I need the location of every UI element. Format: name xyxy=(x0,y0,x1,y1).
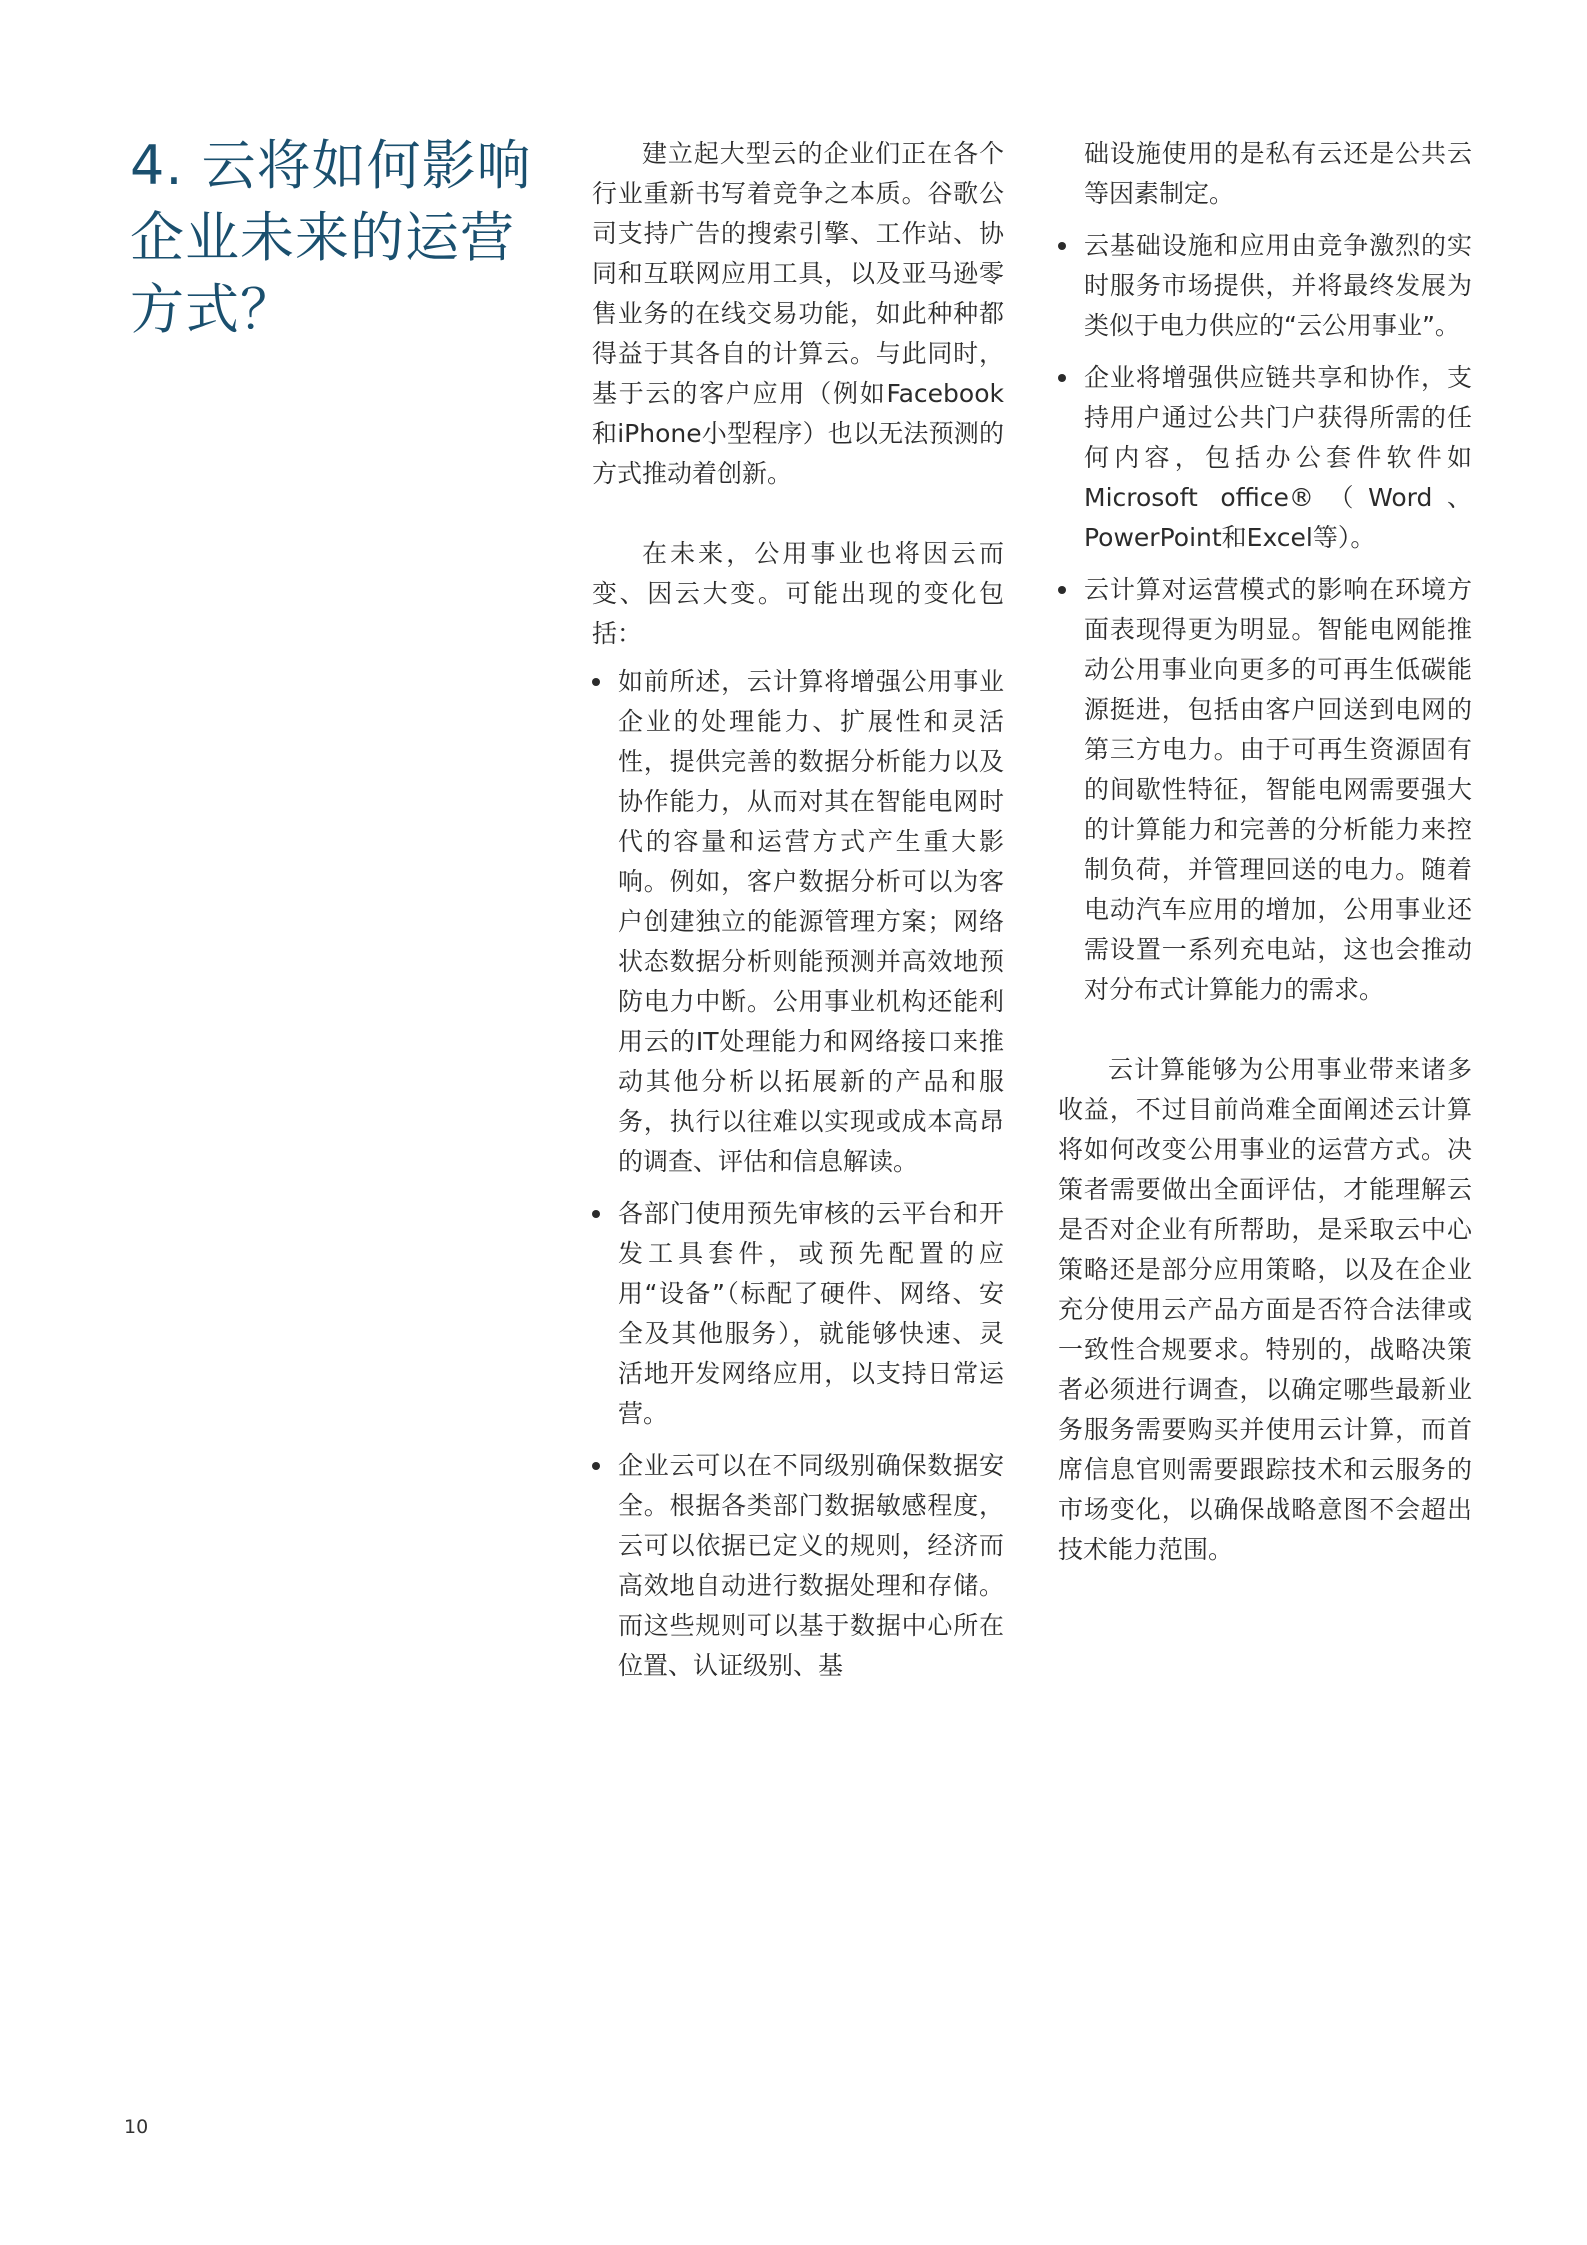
list-item xyxy=(592,662,1004,1182)
bullet-dot-icon xyxy=(1058,374,1066,382)
heading-line-1: 4. 云将如何影响 xyxy=(130,134,532,197)
list-item xyxy=(1058,226,1472,346)
bullet-dot-icon xyxy=(1058,586,1066,594)
list-item-text: 各部门使用预先审核的云平台和开发工具套件，或预先配置的应用“设备”（标配了硬件、网络、安全及其他服务），就能够快速、灵活地开发网络应用，以支持日常运营。 xyxy=(618,1199,1004,1428)
list-item xyxy=(592,1446,1004,1686)
intro-paragraph: 建立起大型云的企业们正在各个行业重新书写着竞争之本质。谷歌公司支持广告的搜索引擎、工作站、协同和互联网应用工具，以及亚马逊零售业务的在线交易功能，如此种种都得益于其各自的计算云。与此同时，基于云的客户应用（例如Facebook和iPhone小型程序）也以无法预测的方式推动着创新。 xyxy=(592,139,1004,488)
changes-list xyxy=(592,662,1004,1686)
page-number: 10 xyxy=(124,2116,149,2138)
list-item-text: 企业将增强供应链共享和协作，支持用户通过公共门户获得所需的任何内容，包括办公套件软件如Microsoft office®（Word、PowerPoint和Excel等）。 xyxy=(1084,363,1472,552)
bullet-dot-icon xyxy=(592,1462,600,1470)
list-item xyxy=(592,1194,1004,1434)
conclusion-paragraph: 云计算能够为公用事业带来诸多收益，不过目前尚难全面阐述云计算将如何改变公用事业的运营方式。决策者需要做出全面评估，才能理解云是否对企业有所帮助，是采取云中心策略还是部分应用策略，以及在企业充分使用云产品方面是否符合法律或一致性合规要求。特别的，战略决策者必须进行调查，以确定哪些最新业务服务需要购买并使用云计算，而首席信息官则需要跟踪技术和云服务的市场变化，以确保战略意图不会超出技术能力范围。 xyxy=(1058,1055,1472,1564)
heading-line-2: 企业未来的运营 xyxy=(130,206,515,269)
middle-column xyxy=(592,134,1004,1726)
bullet-dot-icon xyxy=(592,1210,600,1218)
bullet-dot-icon xyxy=(1058,242,1066,250)
right-column xyxy=(1058,134,1472,1610)
list-item-text: 如前所述，云计算将增强公用事业企业的处理能力、扩展性和灵活性，提供完善的数据分析能力以及协作能力，从而对其在智能电网时代的容量和运营方式产生重大影响。例如，客户数据分析可以为客户创建独立的能源管理方案；网络状态数据分析则能预测并高效地预防电力中断。公用事业机构还能利用云的IT处理能力和网络接口来推动其他分析以拓展新的产品和服务，执行以往难以实现或成本高昂的调查、评估和信息解读。 xyxy=(618,667,1004,1176)
list-item-text: 云计算对运营模式的影响在环境方面表现得更为明显。智能电网能推动公用事业向更多的可再生低碳能源挺进，包括由客户回送到电网的第三方电力。由于可再生资源固有的间歇性特征，智能电网需要强大的计算能力和完善的分析能力来控制负荷，并管理回送的电力。随着电动汽车应用的增加，公用事业还需设置一系列充电站，这也会推动对分布式计算能力的需求。 xyxy=(1084,575,1472,1004)
changes-intro-paragraph: 在未来，公用事业也将因云而变、因云大变。可能出现的变化包括： xyxy=(592,539,1004,648)
list-item-text: 云基础设施和应用由竞争激烈的实时服务市场提供，并将最终发展为类似于电力供应的“云公用事业”。 xyxy=(1084,231,1472,340)
bullet-continuation: 础设施使用的是私有云还是公共云等因素制定。 xyxy=(1084,139,1472,208)
list-item xyxy=(1058,570,1472,1010)
section-heading xyxy=(130,130,570,346)
bullet-dot-icon xyxy=(592,678,600,686)
changes-list-continued xyxy=(1058,226,1472,1010)
heading-line-3: 方式？ xyxy=(130,278,295,341)
list-item-text: 企业云可以在不同级别确保数据安全。根据各类部门数据敏感程度，云可以依据已定义的规则，经济而高效地自动进行数据处理和存储。而这些规则可以基于数据中心所在位置、认证级别、基 xyxy=(618,1451,1004,1680)
list-item xyxy=(1058,358,1472,558)
